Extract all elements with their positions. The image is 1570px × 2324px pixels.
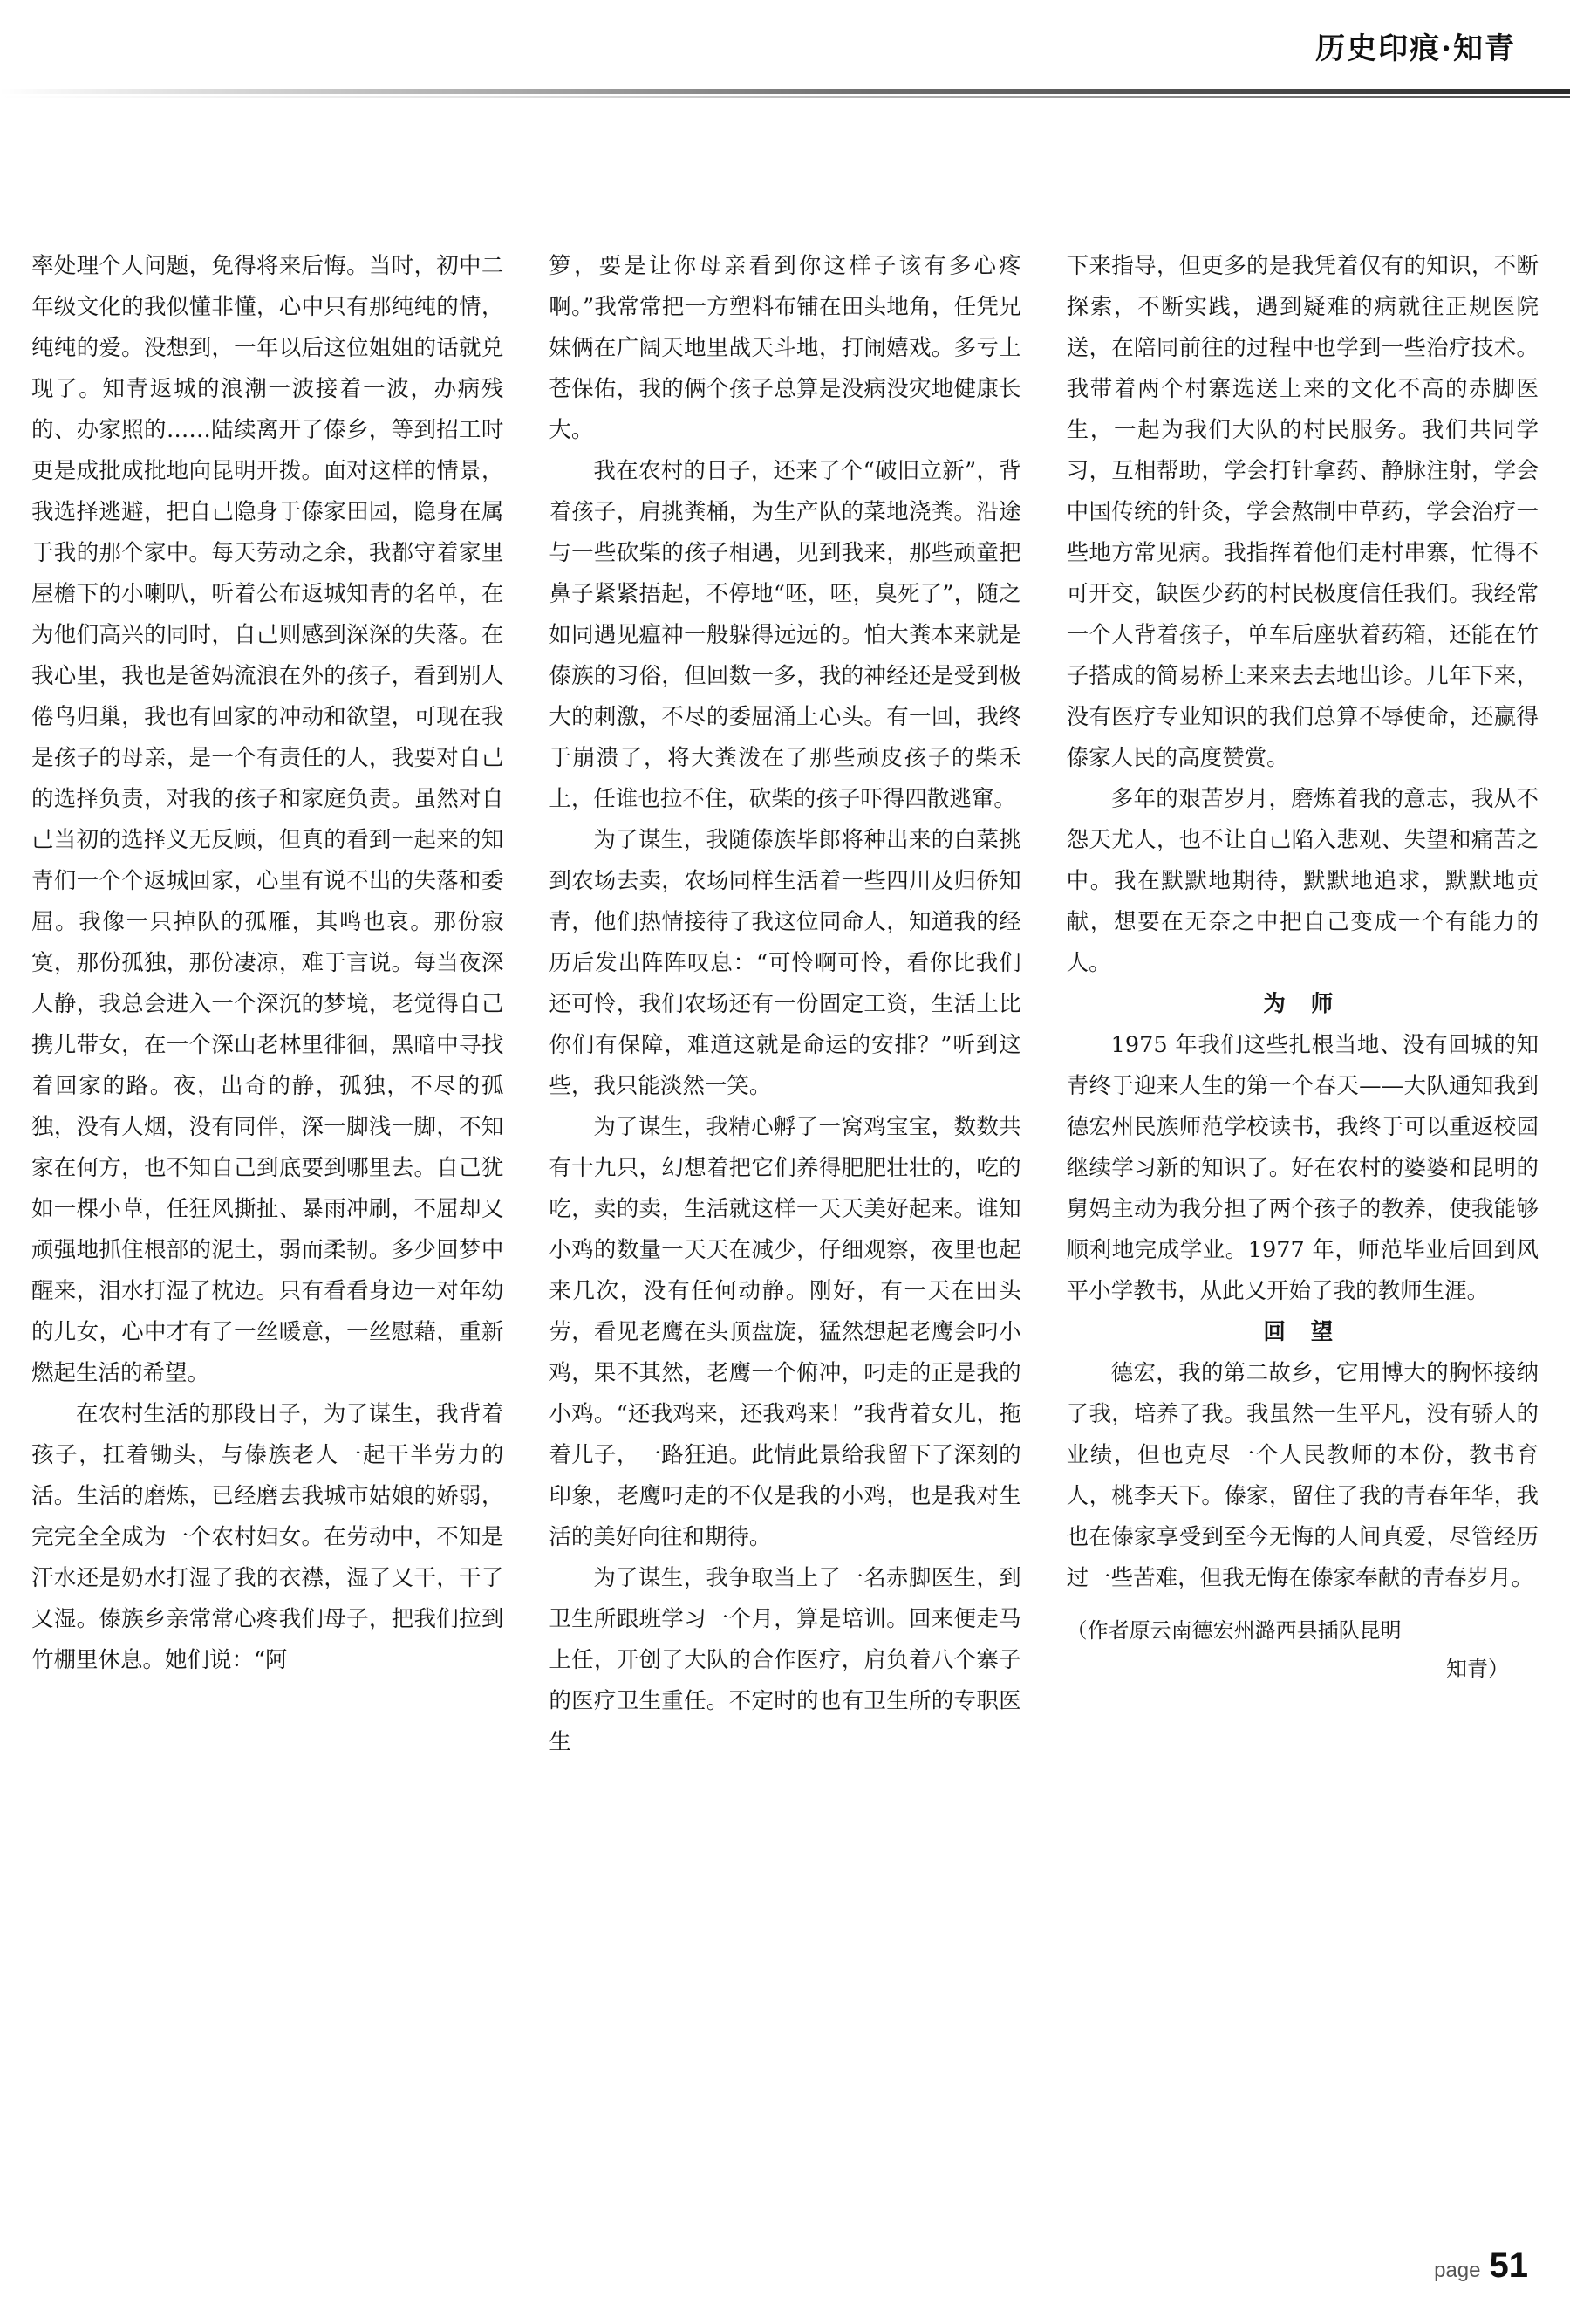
paragraph: 1975 年我们这些扎根当地、没有回城的知青终于迎来人生的第一个春天——大队通知我到德宏州民族师范学校读书，我终于可以重返校园继续学习新的知识了。好在农村的婆婆和昆明的舅妈主动为我分担了两个孩子的教养，使我能够顺利地完成学业。1977 年，师范毕业后回到风平小学教书，从此又开始了我的教师生涯。 [1066, 1032, 1539, 1304]
paragraph: 我在农村的日子，还来了个“破旧立新”，背着孩子，肩挑粪桶，为生产队的菜地浇粪。沿途与一些砍柴的孩子相遇，见到我来，那些顽童把鼻子紧紧捂起，不停地“呸，呸，臭死了”，随之如同遇见瘟神一般躲得远远的。怕大粪本来就是傣族的习俗，但回数一多，我的神经还是受到极大的刺激，不尽的委屈涌上心头。有一回，我终于崩溃了，将大粪泼在了那些顽皮孩子的柴禾上，任谁也拉不住，砍柴的孩子吓得四散逃窜。 [549, 458, 1021, 812]
article-column-2 [549, 246, 1020, 2193]
article-column-3 [1067, 246, 1539, 2193]
byline-line-2: 知青） [1445, 1657, 1509, 1681]
paragraph: 下来指导，但更多的是我凭着仅有的知识，不断探索，不断实践，遇到疑难的病就往正规医院送，在陪同前往的过程中也学到一些治疗技术。我带着两个村寨选送上来的文化不高的赤脚医生，一起为我们大队的村民服务。我们共同学习，互相帮助，学会打针拿药、静脉注射，学会中国传统的针灸，学会熬制中草药，学会治疗一些地方常见病。我指挥着他们走村串寨，忙得不可开交，缺医少药的村民极度信任我们。我经常一个人背着孩子，单车后座驮着药箱，还能在竹子搭成的简易桥上来来去去地出诊。几年下来，没有医疗专业知识的我们总算不辱使命，还赢得傣家人民的高度赞赏。 [1066, 253, 1539, 771]
paragraph: 为了谋生，我精心孵了一窝鸡宝宝，数数共有十九只，幻想着把它们养得肥肥壮壮的，吃的吃，卖的卖，生活就这样一天天美好起来。谁知小鸡的数量一天天在减少，仔细观察，夜里也起来几次，没有任何动静。刚好，有一天在田头劳，看见老鹰在头顶盘旋，猛然想起老鹰会叼小鸡，果不其然，老鹰一个俯冲，叼走的正是我的小鸡。“还我鸡来，还我鸡来！”我背着女儿，拖着儿子，一路狂追。此情此景给我留下了深刻的印象，老鹰叼走的不仅是我的小鸡，也是我对生活的美好向往和期待。 [549, 1114, 1021, 1550]
page-footer [1434, 2246, 1528, 2286]
paragraph: 为了谋生，我争取当上了一名赤脚医生，到卫生所跟班学习一个月，算是培训。回来便走马上任，开创了大队的合作医疗，肩负着八个寨子的医疗卫生重任。不定时的也有卫生所的专职医生 [549, 1565, 1021, 1755]
author-byline [1067, 1611, 1539, 1688]
page-header [0, 0, 1570, 103]
paragraph: 为了谋生，我随傣族毕郎将种出来的白菜挑到农场去卖，农场同样生活着一些四川及归侨知青，他们热情接待了我这位同命人，知道我的经历后发出阵阵叹息：“可怜啊可怜，看你比我们还可怜，我们农场还有一份固定工资，生活上比你们有保障，难道这就是命运的安排？”听到这些，我只能淡然一笑。 [549, 827, 1021, 1099]
page-number: 51 [1489, 2246, 1528, 2285]
paragraph: 多年的艰苦岁月，磨炼着我的意志，我从不怨天尤人，也不让自己陷入悲观、失望和痛苦之中。我在默默地期待，默默地追求，默默地贡献，想要在无奈之中把自己变成一个有能力的人。 [1066, 786, 1539, 976]
article-column-1 [31, 246, 503, 2193]
article-body [31, 246, 1539, 2193]
header-divider-secondary [0, 96, 1570, 98]
paragraph: 在农村生活的那段日子，为了谋生，我背着孩子，扛着锄头，与傣族老人一起干半劳力的活。生活的磨炼，已经磨去我城市姑娘的娇弱，完完全全成为一个农村妇女。在劳动中，不知是汗水还是奶水打湿了我的衣襟，湿了又干，干了又湿。傣族乡亲常常心疼我们母子，把我们拉到竹棚里休息。她们说：“阿 [31, 1401, 504, 1673]
paragraph: 箩，要是让你母亲看到你这样子该有多心疼啊。”我常常把一方塑料布铺在田头地角，任凭兄妹俩在广阔天地里战天斗地，打闹嬉戏。多亏上苍保佑，我的俩个孩子总算是没病没灾地健康长大。 [549, 253, 1021, 443]
paragraph: 德宏，我的第二故乡，它用博大的胸怀接纳了我，培养了我。我虽然一生平凡，没有骄人的业绩，但也克尽一个人民教师的本份，教书育人，桃李天下。傣家，留住了我的青春年华，我也在傣家享受到至今无悔的人间真爱，尽管经历过一些苦难，但我无悔在傣家奉献的青春岁月。 [1066, 1360, 1539, 1591]
byline-line-1: （作者原云南德宏州潞西县插队昆明 [1066, 1618, 1402, 1643]
section-heading: 为 师 [1263, 991, 1342, 1017]
header-divider [0, 89, 1570, 94]
page-header-title: 历史印痕·知青 [1315, 31, 1516, 66]
section-heading: 回 望 [1263, 1319, 1342, 1345]
paragraph: 率处理个人问题，免得将来后悔。当时，初中二年级文化的我似懂非懂，心中只有那纯纯的情，纯纯的爱。没想到，一年以后这位姐姐的话就兑现了。知青返城的浪潮一波接着一波，办病残的、办家照的……陆续离开了傣乡，等到招工时更是成批成批地向昆明开拨。面对这样的情景，我选择逃避，把自己隐身于傣家田园，隐身在属于我的那个家中。每天劳动之余，我都守着家里屋檐下的小喇叭，听着公布返城知青的名单，在为他们高兴的同时，自己则感到深深的失落。在我心里，我也是爸妈流浪在外的孩子，看到别人倦鸟归巢，我也有回家的冲动和欲望，可现在我是孩子的母亲，是一个有责任的人，我要对自己的选择负责，对我的孩子和家庭负责。虽然对自己当初的选择义无反顾，但真的看到一起来的知青们一个个返城回家，心里有说不出的失落和委屈。我像一只掉队的孤雁，其鸣也哀。那份寂寞，那份孤独，那份凄凉，难于言说。每当夜深人静，我总会进入一个深沉的梦境，老觉得自己携儿带女，在一个深山老林里徘徊，黑暗中寻找着回家的路。夜，出奇的静，孤独，不尽的孤独，没有人烟，没有同伴，深一脚浅一脚，不知家在何方，也不知自己到底要到哪里去。自己犹如一棵小草，任狂风撕扯、暴雨冲刷，不屈却又顽强地抓住根部的泥土，弱而柔韧。多少回梦中醒来，泪水打湿了枕边。只有看看身边一对年幼的儿女，心中才有了一丝暖意，一丝慰藉，重新燃起生活的希望。 [31, 253, 504, 1386]
page-label: page [1434, 2259, 1481, 2282]
